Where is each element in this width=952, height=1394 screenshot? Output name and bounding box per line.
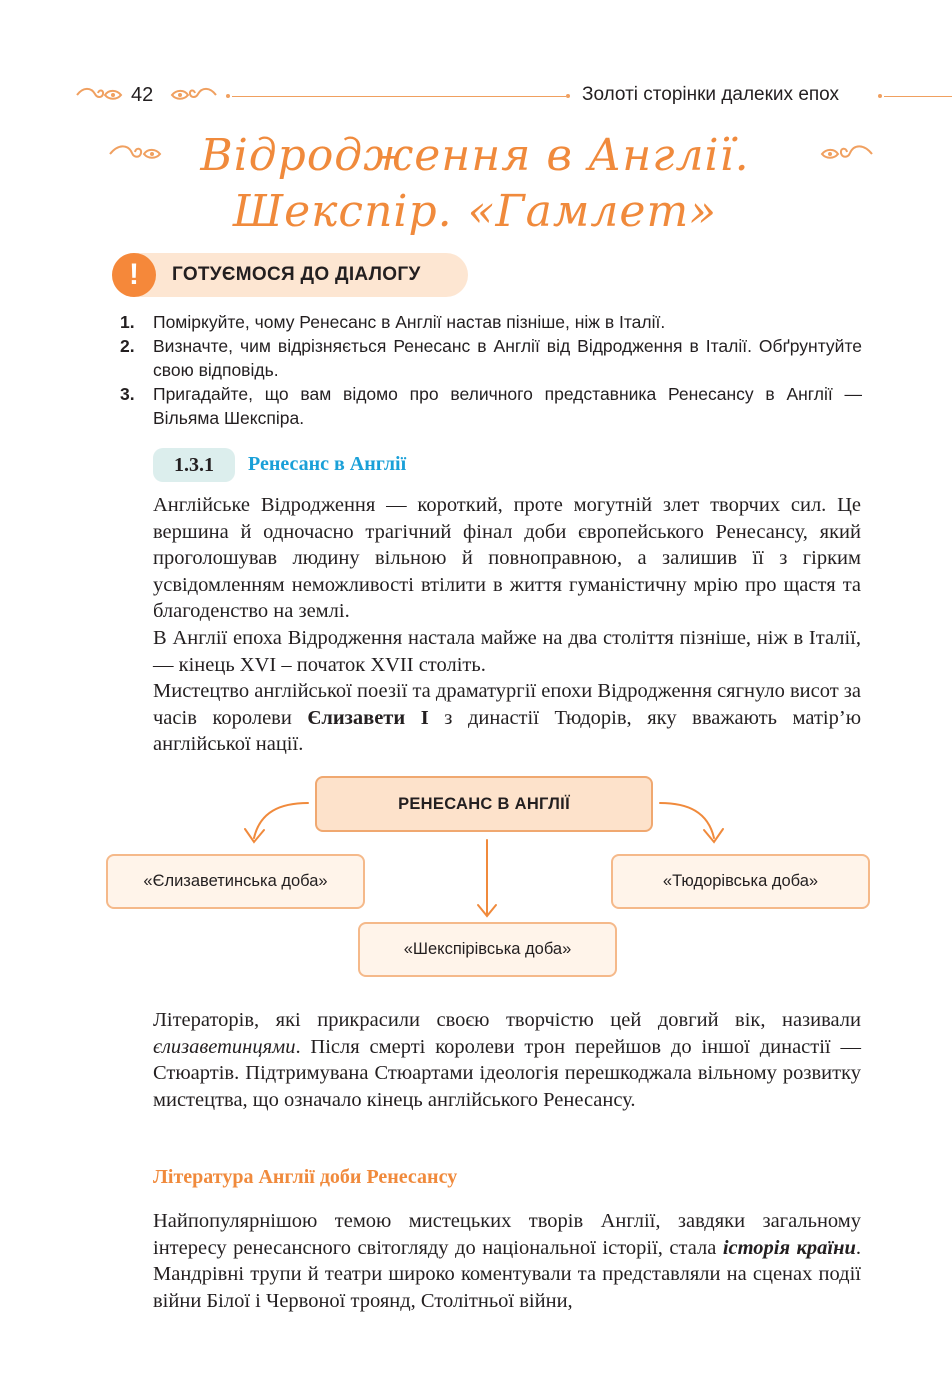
scheme-box-shakespearean: «Шекспірівська доба» bbox=[358, 922, 617, 977]
paragraph-text: Мистецтво англійської поезії та драматургії епохи Відродження сягнуло висот за часів королеви bbox=[153, 680, 861, 729]
scheme-box-tudor: «Тюдорівська доба» bbox=[611, 854, 870, 909]
scheme-main-box: РЕНЕСАНС В АНГЛІЇ bbox=[315, 776, 653, 832]
paragraph-bold: Єлизавети I bbox=[307, 706, 429, 729]
page-title-line2: Шекспір. «Гамлет» bbox=[232, 186, 718, 237]
running-title: Золоті сторінки далеких епох bbox=[582, 84, 840, 105]
prep-banner-label: ГОТУЄМОСЯ ДО ДІАЛОГУ bbox=[172, 264, 421, 285]
question-number: 1. bbox=[120, 312, 135, 332]
paragraph bbox=[153, 1007, 861, 1113]
subheading: Література Англії доби Ренесансу bbox=[153, 1166, 458, 1188]
question-text: Визначте, чим відрізняється Ренесанс в Англії від Відродження в Італії. Обґрунтуйте свою відповідь. bbox=[153, 336, 862, 380]
section-number: 1.3.1 bbox=[153, 448, 235, 482]
paragraph-text: . Після смерті королеви трон перейшов до іншої династії — Стюартів. Підтримувана Стюартами ідеологія перешкоджала вільному розвитку мистецтва, що означало кінець англійського Ренесансу. bbox=[153, 1035, 861, 1111]
page-number: 42 bbox=[131, 84, 154, 106]
paragraph-bold-italic: історія країни bbox=[722, 1236, 856, 1259]
question-text: Поміркуйте, чому Ренесанс в Англії настав пізніше, ніж в Італії. bbox=[153, 312, 666, 332]
exclamation-icon: ! bbox=[112, 253, 156, 297]
paragraph-text: Літераторів, які прикрасили своєю творчістю цей довгий вік, називали bbox=[153, 1009, 861, 1031]
paragraph bbox=[153, 1208, 861, 1314]
paragraph-text: В Англії епоха Відродження настала майже на два століття пізніше, ніж в Італії, — кінець XVI – початок XVII століть. bbox=[153, 627, 861, 676]
paragraph-text: Англійське Відродження — короткий, проте могутній злет творчих сил. Це вершина й одночасно трагічний фінал доби європейського Ренесансу, який проголошував людину вільною й повноправною, а залишив її з гірким усвідомленням неможливості втілити в життя гуманістичну мрію про щастя та благоденство на землі. bbox=[153, 494, 861, 622]
page-title-line1: Відродження в Англії. bbox=[200, 130, 750, 181]
scheme-box-elizabethan: «Єлизаветинська доба» bbox=[106, 854, 365, 909]
paragraph-text: . Мандрівні трупи й театри широко коментували та представляли на сценах події війни Білої і Червоної троянд, Столітньої війни, bbox=[153, 1236, 862, 1312]
section-title: Ренесанс в Англії bbox=[248, 453, 407, 475]
paragraph-italic: єлизаветинцями bbox=[153, 1035, 296, 1058]
question-text: Пригадайте, що вам відомо про величного представника Ренесансу в Англії — Вільяма Шекспіра. bbox=[153, 384, 862, 428]
question-number: 2. bbox=[120, 336, 135, 356]
question-number: 3. bbox=[120, 384, 135, 404]
paragraph-text: з династії Тюдорів, яку вважають матір’ю англійської нації. bbox=[153, 706, 862, 755]
paragraph-text: Найпопулярнішою темою мистецьких творів Англії, завдяки загальному інтересу ренесансного світогляду до національної історії, стала bbox=[153, 1210, 861, 1259]
